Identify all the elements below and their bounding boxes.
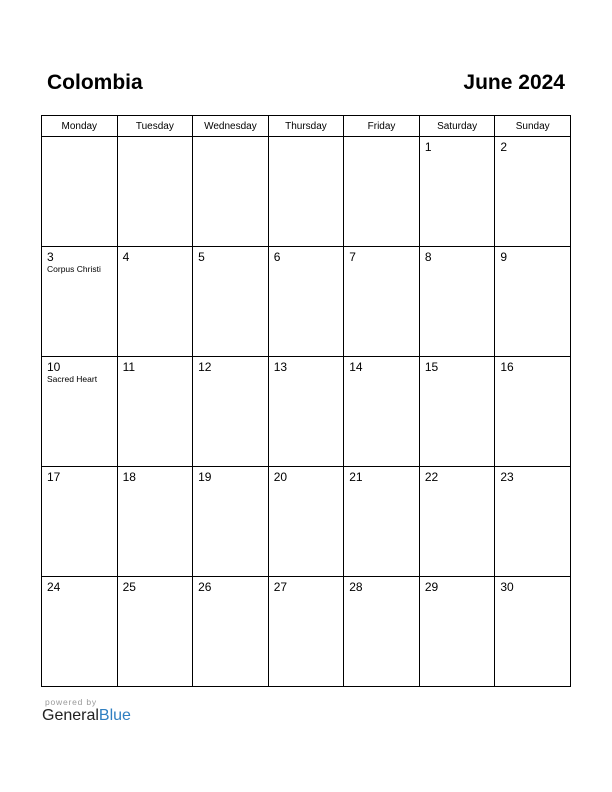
day-number: 16 [500,360,514,374]
day-number: 23 [500,470,514,484]
day-number: 29 [424,580,439,594]
day-number: 11 [122,360,136,374]
day-cell [419,247,495,357]
month-year-title: June 2024 [463,71,565,94]
day-number: 3 [47,250,54,264]
day-cell [193,467,269,577]
day-number: 14 [349,360,363,374]
brand-general-text: General [42,707,99,724]
day-cell [419,467,495,577]
day-cell [117,137,193,247]
day-cell [419,137,495,247]
generalblue-logo[interactable] [42,707,131,725]
week-row [42,577,571,687]
day-cell [42,357,118,467]
week-row [42,357,571,467]
brand-blue-text: Blue [98,707,131,724]
day-cell [193,247,269,357]
day-cell [268,137,344,247]
day-cell [193,137,269,247]
day-number: 15 [424,360,439,374]
country-title: Colombia [47,71,143,94]
day-cell [193,357,269,467]
day-cell [268,357,344,467]
weekday-thursday: Thursday [268,116,344,137]
weekday-header-row [42,116,571,137]
day-cell [117,247,193,357]
day-cell [419,357,495,467]
day-cell [344,467,420,577]
day-cell [344,357,420,467]
day-number [193,137,268,140]
day-number: 26 [198,580,212,594]
holiday-label: Sacred Heart [47,374,98,384]
day-number: 2 [500,140,508,154]
day-number: 10 [47,360,61,374]
day-number: 24 [47,580,61,594]
day-cell [268,247,344,357]
week-row [42,137,571,247]
calendar-grid [41,115,571,687]
day-cell [495,577,571,687]
powered-by-label: powered by [45,697,97,707]
day-number: 12 [198,360,212,374]
day-cell [495,247,571,357]
day-cell [117,467,193,577]
day-number: 28 [349,580,363,594]
weekday-sunday: Sunday [495,116,571,137]
day-number: 20 [273,470,288,484]
day-number: 1 [424,140,432,154]
day-number: 13 [273,360,288,374]
day-number [118,137,193,140]
day-number: 7 [349,250,356,264]
day-cell [344,137,420,247]
day-cell [344,577,420,687]
day-number: 27 [273,580,288,594]
day-number: 8 [424,250,432,264]
week-row [42,247,571,357]
day-number: 4 [122,250,130,264]
day-cell [42,137,118,247]
day-cell [42,247,118,357]
day-number [344,137,419,140]
weekday-monday: Monday [42,116,118,137]
day-cell [42,577,118,687]
day-cell [344,247,420,357]
day-cell [193,577,269,687]
day-number: 22 [424,470,439,484]
day-cell [495,357,571,467]
weekday-tuesday: Tuesday [117,116,193,137]
day-cell [117,357,193,467]
day-cell [42,467,118,577]
weekday-wednesday: Wednesday [193,116,269,137]
day-cell [495,467,571,577]
day-number: 25 [122,580,136,594]
day-number: 9 [500,250,508,264]
day-number: 18 [122,470,136,484]
holiday-label: Corpus Christi [47,264,101,274]
day-cell [117,577,193,687]
day-number: 19 [198,470,212,484]
day-number [42,137,117,140]
week-row [42,467,571,577]
weekday-friday: Friday [344,116,420,137]
day-cell [268,467,344,577]
day-cell [268,577,344,687]
day-cell [419,577,495,687]
weekday-saturday: Saturday [419,116,495,137]
footer-branding [42,697,131,725]
day-number: 21 [349,470,363,484]
calendar-header [41,71,571,99]
day-cell [495,137,571,247]
day-number: 6 [273,250,281,264]
day-number: 5 [198,250,205,264]
day-number [269,137,344,140]
day-number: 30 [500,580,514,594]
day-number: 17 [47,470,61,484]
